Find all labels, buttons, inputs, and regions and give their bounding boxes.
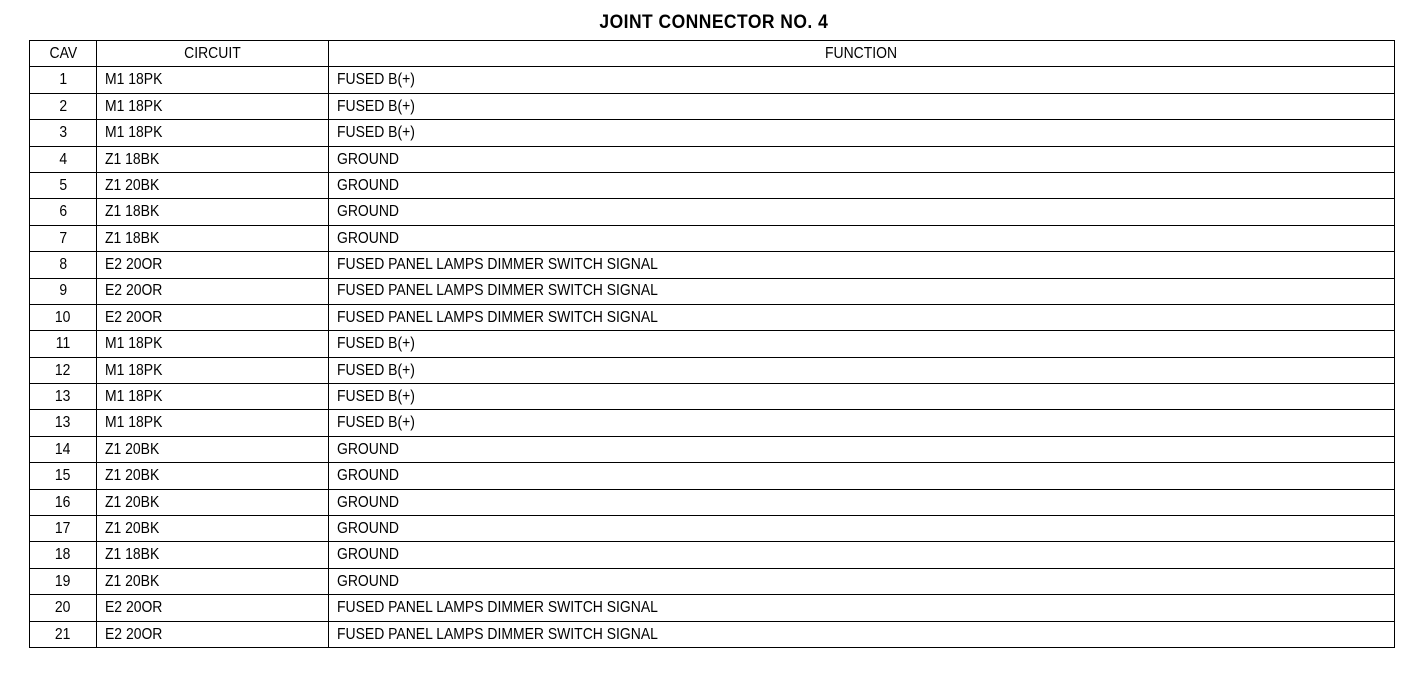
cav-cell: 13 <box>30 384 97 410</box>
table-row <box>30 146 1395 172</box>
circuit-cell: E2 20OR <box>97 595 329 621</box>
cav-cell: 4 <box>30 146 97 172</box>
function-cell: FUSED B(+) <box>329 384 1395 410</box>
function-cell: GROUND <box>329 146 1395 172</box>
table-row <box>30 410 1395 436</box>
connector-table <box>29 40 1395 648</box>
table-row <box>30 120 1395 146</box>
circuit-cell: M1 18PK <box>97 384 329 410</box>
cav-cell: 5 <box>30 172 97 198</box>
cav-cell: 17 <box>30 516 97 542</box>
table-row <box>30 331 1395 357</box>
circuit-cell: Z1 18BK <box>97 542 329 568</box>
circuit-cell: Z1 20BK <box>97 489 329 515</box>
function-cell: FUSED B(+) <box>329 67 1395 93</box>
table-row <box>30 252 1395 278</box>
function-cell: FUSED PANEL LAMPS DIMMER SWITCH SIGNAL <box>329 621 1395 647</box>
table-row <box>30 225 1395 251</box>
function-cell: GROUND <box>329 568 1395 594</box>
function-cell: FUSED B(+) <box>329 93 1395 119</box>
cav-cell: 18 <box>30 542 97 568</box>
circuit-cell: M1 18PK <box>97 410 329 436</box>
table-header-row <box>30 41 1395 67</box>
function-cell: FUSED PANEL LAMPS DIMMER SWITCH SIGNAL <box>329 595 1395 621</box>
column-header-cav: CAV <box>30 41 97 67</box>
circuit-cell: M1 18PK <box>97 93 329 119</box>
cav-cell: 2 <box>30 93 97 119</box>
table-body <box>30 67 1395 648</box>
function-cell: FUSED B(+) <box>329 120 1395 146</box>
cav-cell: 14 <box>30 436 97 462</box>
table-row <box>30 304 1395 330</box>
function-cell: FUSED B(+) <box>329 357 1395 383</box>
circuit-cell: Z1 18BK <box>97 199 329 225</box>
function-cell: GROUND <box>329 542 1395 568</box>
function-cell: FUSED PANEL LAMPS DIMMER SWITCH SIGNAL <box>329 252 1395 278</box>
table-row <box>30 595 1395 621</box>
circuit-cell: M1 18PK <box>97 67 329 93</box>
table-row <box>30 278 1395 304</box>
table-row <box>30 67 1395 93</box>
cav-cell: 10 <box>30 304 97 330</box>
circuit-cell: M1 18PK <box>97 357 329 383</box>
cav-cell: 20 <box>30 595 97 621</box>
function-cell: GROUND <box>329 516 1395 542</box>
function-cell: GROUND <box>329 489 1395 515</box>
table-row <box>30 542 1395 568</box>
function-cell: GROUND <box>329 199 1395 225</box>
function-cell: GROUND <box>329 225 1395 251</box>
cav-cell: 13 <box>30 410 97 436</box>
table-row <box>30 568 1395 594</box>
cav-cell: 15 <box>30 463 97 489</box>
circuit-cell: Z1 20BK <box>97 568 329 594</box>
cav-cell: 9 <box>30 278 97 304</box>
function-cell: GROUND <box>329 436 1395 462</box>
circuit-cell: Z1 20BK <box>97 436 329 462</box>
circuit-cell: Z1 18BK <box>97 225 329 251</box>
circuit-cell: M1 18PK <box>97 120 329 146</box>
cav-cell: 19 <box>30 568 97 594</box>
cav-cell: 12 <box>30 357 97 383</box>
table-row <box>30 463 1395 489</box>
cav-cell: 8 <box>30 252 97 278</box>
circuit-cell: M1 18PK <box>97 331 329 357</box>
function-cell: FUSED PANEL LAMPS DIMMER SWITCH SIGNAL <box>329 304 1395 330</box>
table-row <box>30 436 1395 462</box>
function-cell: FUSED B(+) <box>329 410 1395 436</box>
circuit-cell: E2 20OR <box>97 278 329 304</box>
document-title: JOINT CONNECTOR NO. 4 <box>599 12 829 33</box>
table-row <box>30 172 1395 198</box>
cav-cell: 21 <box>30 621 97 647</box>
table-row <box>30 384 1395 410</box>
table-row <box>30 489 1395 515</box>
circuit-cell: Z1 20BK <box>97 463 329 489</box>
function-cell: GROUND <box>329 172 1395 198</box>
circuit-cell: Z1 18BK <box>97 146 329 172</box>
function-cell: FUSED PANEL LAMPS DIMMER SWITCH SIGNAL <box>329 278 1395 304</box>
cav-cell: 7 <box>30 225 97 251</box>
function-cell: GROUND <box>329 463 1395 489</box>
cav-cell: 6 <box>30 199 97 225</box>
column-header-circuit: CIRCUIT <box>97 41 329 67</box>
table-row <box>30 621 1395 647</box>
table-row <box>30 93 1395 119</box>
cav-cell: 11 <box>30 331 97 357</box>
table-row <box>30 199 1395 225</box>
circuit-cell: E2 20OR <box>97 304 329 330</box>
cav-cell: 1 <box>30 67 97 93</box>
function-cell: FUSED B(+) <box>329 331 1395 357</box>
circuit-cell: Z1 20BK <box>97 172 329 198</box>
circuit-cell: E2 20OR <box>97 252 329 278</box>
cav-cell: 3 <box>30 120 97 146</box>
table-row <box>30 357 1395 383</box>
cav-cell: 16 <box>30 489 97 515</box>
column-header-function: FUNCTION <box>329 41 1395 67</box>
circuit-cell: E2 20OR <box>97 621 329 647</box>
table-row <box>30 516 1395 542</box>
circuit-cell: Z1 20BK <box>97 516 329 542</box>
